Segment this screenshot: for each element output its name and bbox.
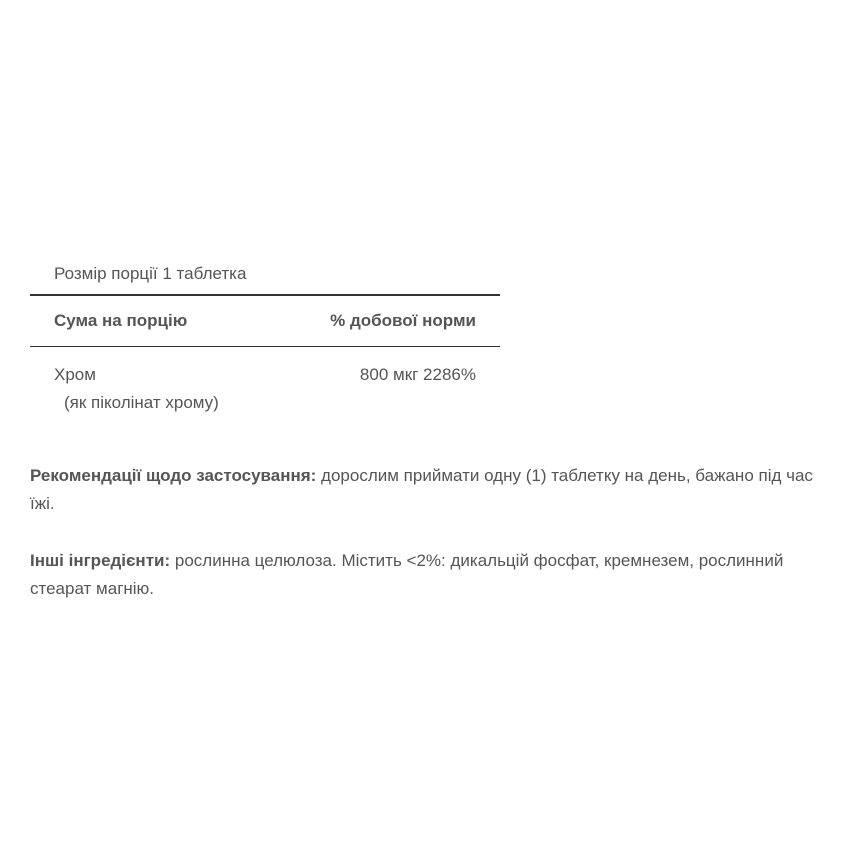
nutrient-name: Хром — [54, 365, 96, 384]
ingredients-paragraph — [30, 547, 840, 603]
nutrient-amount-dv: 800 мкг 2286% — [359, 365, 476, 384]
nutrient-note: (як піколінат хрому) — [64, 393, 219, 412]
supplement-facts-table — [30, 256, 500, 413]
column-header-amount: Сума на порцію — [54, 311, 188, 330]
ingredients-text: рослинна целюлоза. Містить <2%: дикальцій фосфат, кремнезем, рослинний стеарат магнію. — [30, 551, 784, 598]
ingredients-label: Інші інгредієнти: — [30, 551, 171, 570]
recommendation-paragraph — [30, 462, 840, 518]
serving-size: Розмір порції 1 таблетка — [54, 264, 247, 283]
recommendation-label: Рекомендації щодо застосування: — [30, 466, 317, 485]
table-header — [30, 296, 500, 346]
column-header-daily-value: % добової норми — [330, 311, 476, 330]
recommendation-text: дорослим приймати одну (1) таблетку на день, бажано під час їжі. — [30, 466, 813, 513]
